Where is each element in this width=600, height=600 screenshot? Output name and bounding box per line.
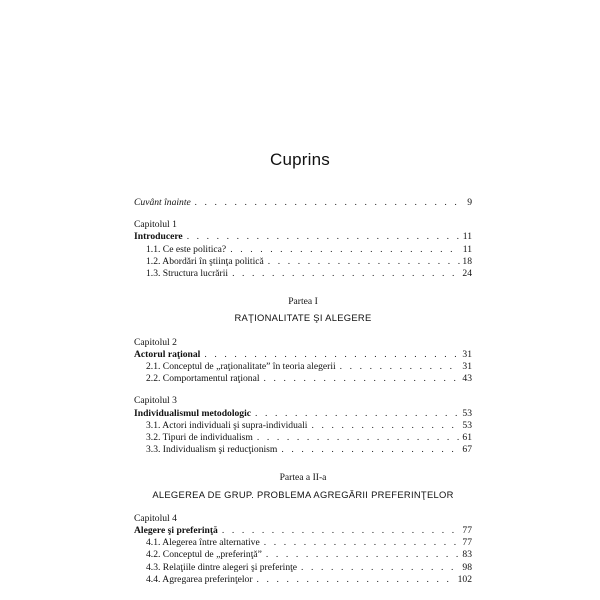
dot-leader (187, 231, 460, 243)
entry-page: 11 (462, 243, 472, 255)
dot-leader (264, 373, 460, 385)
toc-entry (134, 373, 472, 385)
toc-entry-chapter-2 (134, 349, 472, 361)
toc-entry (134, 361, 472, 373)
chapter-3-block (134, 395, 472, 456)
toc-entry (134, 244, 472, 256)
dot-leader (232, 268, 460, 280)
entry-page: 98 (462, 561, 472, 573)
entry-label: 4.4. Agregarea preferinţelor (146, 573, 253, 585)
dot-leader (257, 432, 460, 444)
toc-entry (134, 549, 472, 561)
entry-page: 77 (462, 525, 472, 537)
page-title: Cuprins (270, 150, 330, 169)
toc-entry-chapter-4 (134, 525, 472, 537)
toc-entry (134, 537, 472, 549)
toc-entry (134, 574, 472, 586)
entry-label: 1.1. Ce este politica? (146, 243, 227, 255)
entry-page: 53 (462, 407, 472, 419)
part-1-heading: Partea I (288, 296, 318, 308)
entry-label: Individualismul metodologic (134, 407, 252, 419)
part-2-heading: Partea a II-a (279, 472, 327, 484)
entry-page: 18 (462, 255, 472, 267)
entry-label: 4.3. Relaţiile dintre alegeri şi preferinţe (146, 561, 298, 573)
entry-label: 2.1. Conceptul de „raţionalitate” în teoria alegerii (146, 361, 336, 373)
entry-label: 1.3. Structura lucrării (146, 268, 229, 280)
dot-leader (257, 574, 456, 586)
toc-entry (134, 432, 472, 444)
entry-page: 31 (462, 348, 472, 360)
toc-entry-chapter-1 (134, 231, 472, 243)
dot-leader (264, 537, 460, 549)
toc-entry-foreword (134, 197, 472, 209)
entry-page: 9 (467, 197, 472, 208)
table-of-contents (134, 197, 472, 586)
dot-leader (255, 408, 460, 420)
chapter-heading: Capitolul 3 (134, 395, 177, 407)
entry-page: 67 (462, 444, 472, 456)
entry-page: 102 (457, 573, 472, 585)
dot-leader (301, 562, 460, 574)
entry-label: 3.2. Tipuri de individualism (146, 432, 253, 444)
chapter-4-block (134, 513, 472, 586)
dot-leader (204, 349, 460, 361)
toc-entry (134, 268, 472, 280)
dot-leader (340, 361, 460, 373)
chapter-heading: Capitolul 1 (134, 219, 177, 231)
chapter-1-block (134, 219, 472, 280)
toc-entry (134, 256, 472, 268)
dot-leader (222, 525, 460, 537)
toc-entry-chapter-3 (134, 408, 472, 420)
chapter-heading: Capitolul 2 (134, 336, 177, 348)
entry-label: 3.3. Individualism şi reducţionism (146, 444, 278, 456)
entry-label: Actorul raţional (134, 348, 201, 360)
entry-page: 53 (462, 419, 472, 431)
toc-entry (134, 420, 472, 432)
dot-leader (266, 549, 460, 561)
entry-label: 4.2. Conceptul de „preferinţă” (146, 549, 262, 561)
entry-page: 24 (462, 268, 472, 280)
entry-page: 77 (462, 537, 472, 549)
dot-leader (230, 244, 460, 256)
dot-leader (268, 256, 460, 268)
toc-entry (134, 444, 472, 456)
dot-leader (281, 444, 460, 456)
toc-entry (134, 562, 472, 574)
entry-label: Cuvânt înainte (134, 197, 191, 208)
entry-page: 31 (462, 361, 472, 373)
entry-page: 61 (462, 432, 472, 444)
entry-label: Introducere (134, 231, 183, 243)
entry-page: 43 (462, 373, 472, 385)
entry-label: Alegere şi preferinţă (134, 525, 218, 537)
part-2-title: ALEGEREA DE GRUP. PROBLEMA AGREGĂRII PREFERINŢELOR (152, 488, 454, 500)
entry-label: 1.2. Abordări în ştiinţa politică (146, 255, 264, 267)
part-1-title: RAŢIONALITATE ŞI ALEGERE (234, 312, 372, 324)
dot-leader (311, 420, 460, 432)
entry-page: 11 (462, 231, 472, 243)
chapter-heading: Capitolul 4 (134, 512, 177, 524)
entry-label: 3.1. Actori individuali şi supra-individuali (146, 419, 308, 431)
entry-label: 4.1. Alegerea între alternative (146, 537, 260, 549)
entry-label: 2.2. Comportamentul raţional (146, 373, 260, 385)
chapter-2-block (134, 337, 472, 386)
entry-page: 83 (462, 549, 472, 561)
dot-leader (195, 197, 460, 209)
